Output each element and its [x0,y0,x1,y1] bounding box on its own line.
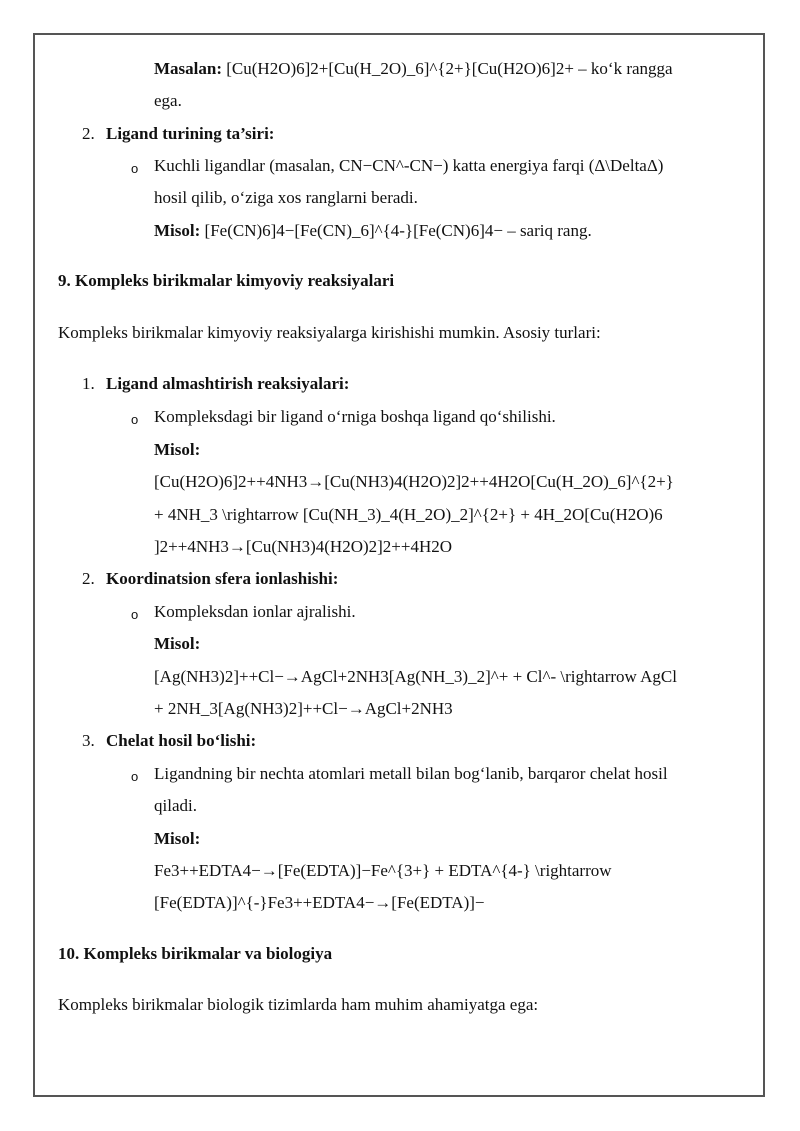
example-cont: ega. [154,91,182,110]
formula-line: + 2NH_3[Ag(NH3)2]++Cl−→AgCl+2NH3 [154,699,453,718]
example-label: Misol: [154,829,201,848]
list-number: 3. [82,731,95,750]
list-item-title: Ligand turining ta’siri: [106,124,275,143]
example-text: [Fe(CN)6]4−[Fe(CN)_6]^{4-}[Fe(CN)6]4− – sariq rang. [200,221,592,240]
bullet-icon: o [131,769,139,784]
bullet-text-cont: qiladi. [154,796,197,815]
formula-line: [Ag(NH3)2]++Cl−→AgCl+2NH3[Ag(NH_3)_2]^+ + Cl^- \rightarrow AgCl [154,667,677,686]
formula-line: Fe3++EDTA4−→[Fe(EDTA)]−Fe^{3+} + EDTA^{4-} \rightarrow [154,861,612,880]
bullet-text-cont: hosil qilib, o‘ziga xos ranglarni beradi. [154,188,418,207]
example-label: Misol: [154,440,201,459]
example-label: Misol: [154,634,201,653]
bullet-text: Kompleksdan ionlar ajralishi. [154,602,356,621]
bullet-text: Ligandning bir nechta atomlari metall bilan bog‘lanib, barqaror chelat hosil [154,764,668,783]
bullet-icon: o [131,161,139,176]
example-label: Misol: [154,221,201,240]
example-text: [Cu(H2O)6]2+[Cu(H_2O)_6]^{2+}[Cu(H2O)6]2+ – ko‘k rangga [222,59,673,78]
formula-line: [Fe(EDTA)]^{-}Fe3++EDTA4−→[Fe(EDTA)]− [154,893,485,912]
list-number: 2. [82,124,95,143]
bullet-icon: o [131,412,139,427]
list-item-title: Ligand almashtirish reaksiyalari: [106,374,350,393]
section-intro: Kompleks birikmalar kimyoviy reaksiyalarga kirishishi mumkin. Asosiy turlari: [58,323,601,342]
section-heading: 9. Kompleks birikmalar kimyoviy reaksiyalari [58,271,395,290]
example-label: Masalan: [154,59,222,78]
list-number: 2. [82,569,95,588]
formula-line: + 4NH_3 \rightarrow [Cu(NH_3)_4(H_2O)_2]^{2+} + 4H_2O[Cu(H2O)6 [154,505,663,524]
section-intro: Kompleks birikmalar biologik tizimlarda ham muhim ahamiyatga ega: [58,995,539,1014]
bullet-text: Kompleksdagi bir ligand o‘rniga boshqa ligand qo‘shilishi. [154,407,556,426]
example-line [154,59,673,79]
bullet-icon: o [131,607,139,622]
example-line [154,221,592,241]
formula-line: ]2++4NH3→[Cu(NH3)4(H2O)2]2++4H2O [154,537,453,556]
bullet-text: Kuchli ligandlar (masalan, CN−CN^-CN−) katta energiya farqi (Δ\DeltaΔ) [154,156,664,175]
list-number: 1. [82,374,95,393]
formula-line: [Cu(H2O)6]2++4NH3→[Cu(NH3)4(H2O)2]2++4H2O[Cu(H_2O)_6]^{2+} [154,472,674,491]
section-heading: 10. Kompleks birikmalar va biologiya [58,944,333,963]
list-item-title: Chelat hosil bo‘lishi: [106,731,257,750]
list-item-title: Koordinatsion sfera ionlashishi: [106,569,339,588]
